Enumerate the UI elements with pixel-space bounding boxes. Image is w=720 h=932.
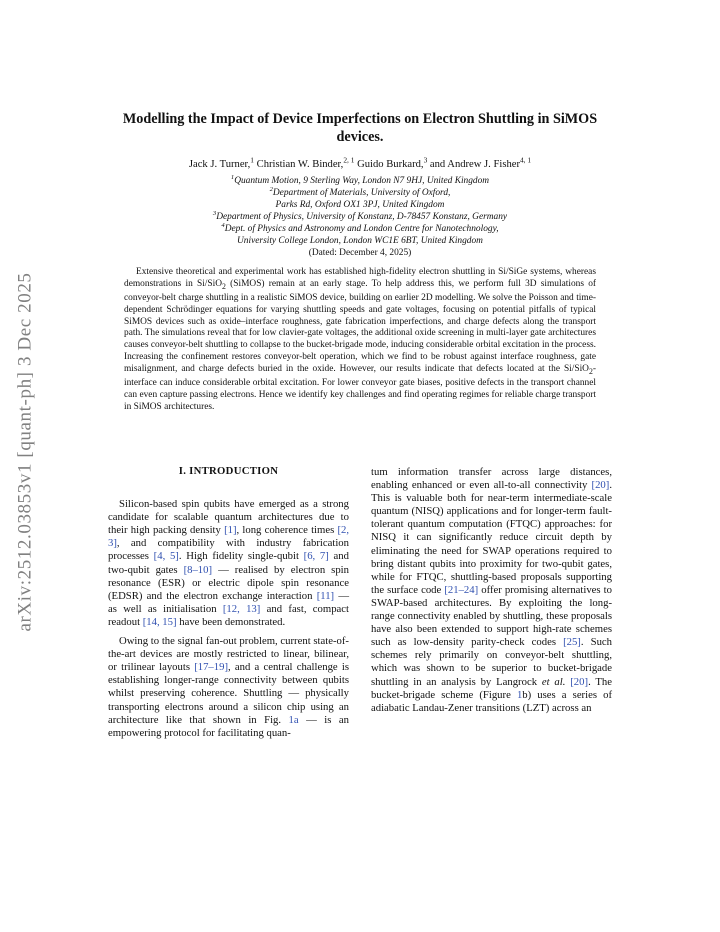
arxiv-side-stamp	[4, 252, 48, 652]
author-name: Guido Burkard,	[354, 159, 424, 170]
affiliation-3: $^3$Department of Physics, University of Konstanz, D-78457 Konstanz, Germany	[212, 209, 508, 222]
citation-link[interactable]: [12, 13]	[222, 602, 261, 615]
affiliation-4-line-2: University College London, London WC1E 6BT, United Kingdom	[237, 236, 483, 246]
affiliations	[100, 175, 620, 259]
citation-link[interactable]: [21–24]	[444, 583, 479, 596]
citation-link[interactable]: [25]	[563, 636, 581, 649]
affiliation-1: $^1$Quantum Motion, 9 Sterling Way, London N7 9HJ, United Kingdom	[230, 173, 490, 186]
dated-line: (Dated: December 4, 2025)	[308, 248, 412, 258]
author-name: Jack J. Turner,	[188, 159, 251, 170]
abstract: Extensive theoretical and experimental work has established high-fidelity electron shuttling in Si/SiGe systems, whereas demonstrations in Si/SiO$_2$ (SiMOS) remain at an early stage. To help address this, we perform full 3D simulations of conveyor-belt charge shuttling in a realistic SiMOS device, building on earlier 2D modelling. We solve the Poisson and time-dependent Schrödinger equations for varying shuttling speeds and gate voltages, focusing on potential pitfalls of typical SiMOS devices such as oxide–interface roughness, gate fabrication imperfections, and charge defects along the transport path. The simulations reveal that for low clavier-gate voltages, the additional oxide screening in multi-layer gate architectures causes conveyor-belt shuttling to collapse to the bucket-brigade mode, inducing considerable orbital excitation in the process. Increasing the confinement restores conveyor-belt operation, which we find to be robust against interface roughness, gate misalignment, and charge defects buried in the oxide. However, our results indicate that defects located at the Si/SiO$_2$-interface can induce considerable orbital excitation. For lower conveyor gate biases, positive defects in the transport channel can even capture passing electrons. Hence we identify key challenges and find operating regimes for reliable charge transport in SiMOS architectures.	[124, 267, 597, 412]
intro-paragraph-2: Owing to the signal fan-out problem, current state-of-the-art devices are mostly restricted to linear, bilinear, or trilinear layouts [17–19], and a central challenge is establishing longer-range connectivity between qubits whilst preserving coherence. Shuttling — physically transporting electrons around a silicon chip using an architecture like that shown in Fig. 1a — is an empowering protocol for facilitating quan-	[108, 635, 349, 739]
citation-link[interactable]: [20]	[570, 675, 589, 688]
citation-link[interactable]: [11]	[316, 589, 335, 602]
intro-paragraph-2-continued: tum information transfer across large distances, enabling enhanced or even all-to-all connectivity [20]. This is valuable both for near-term intermediate-scale quantum (NISQ) applications and for longer-term fault-tolerant quantum computation (FTQC) approaches: for NISQ it can significantly reduce circuit depth by eliminating the need for SWAP operations required to bring distant qubits into proximity for two-qubit gates, while for FTQC, shuttling-based proposals supporting the surface code [21–24] offer promising alternatives to SWAP-based architectures. By exploiting the long-range connectivity enabled by shuttling, these proposals have also been extended to support high-rate schemes such as low-density parity-check codes [25]. Such schemes rely primarily on conveyor-belt shuttling, which was shown to be superior to bucket-brigade shuttling in an analysis by Langrock et al. [20]. The bucket-brigade scheme (Figure 1b) uses a series of adiabatic Landau-Zener transitions (LZT) across an	[371, 466, 612, 714]
citation-link[interactable]: [20]	[591, 479, 610, 492]
author-list	[100, 155, 620, 171]
citation-link[interactable]: [8–10]	[183, 563, 213, 576]
right-column	[371, 466, 612, 721]
figure-link[interactable]: 1	[516, 688, 523, 701]
paper-title: Modelling the Impact of Device Imperfections on Electron Shuttling in SiMOS devices.	[122, 111, 598, 145]
citation-link[interactable]: [4, 5]	[153, 550, 179, 563]
intro-paragraph-1: Silicon-based spin qubits have emerged as a strong candidate for scalable quantum architectures due to their high packing density [1], long coherence times [2, 3], and compatibility with industry fabrication processes [4, 5]. High fidelity single-qubit [6, 7] and two-qubit gates [8–10] — realised by electron spin resonance (ESR) or electric dipole spin resonance (EDSR) and the electron exchange interaction [11] — as well as initialisation [12, 13] and fast, compact readout [14, 15] have been demonstrated.	[108, 498, 350, 628]
citation-link[interactable]: [14, 15]	[142, 615, 177, 628]
citation-link[interactable]: [1]	[224, 524, 237, 537]
citation-link[interactable]: [2, 3]	[108, 524, 350, 550]
author-affiliation-marker: 2, 1	[343, 155, 355, 165]
author-affiliation-marker: 1	[250, 155, 254, 165]
citation-link[interactable]: [6, 7]	[303, 550, 329, 563]
section-heading-introduction: I. INTRODUCTION	[178, 465, 279, 477]
affiliation-4: $^4$Dept. of Physics and Astronomy and London Centre for Nanotechnology,	[221, 221, 499, 234]
author-affiliation-marker: 3	[423, 155, 428, 165]
author-name: and Andrew J. Fisher	[427, 159, 520, 170]
affiliation-2-line-2: Parks Rd, Oxford OX1 3PJ, United Kingdom	[275, 200, 445, 210]
author-affiliation-marker: 4, 1	[519, 155, 532, 165]
arxiv-identifier: arXiv:2512.03853v1 [quant-ph] 3 Dec 2025	[15, 272, 37, 632]
figure-link[interactable]: 1a	[288, 713, 299, 726]
citation-link[interactable]: [17–19]	[194, 661, 229, 674]
affiliation-2: $^2$Department of Materials, University of Oxford,	[269, 185, 451, 198]
author-name: Christian W. Binder,	[253, 159, 344, 170]
left-column	[108, 465, 349, 746]
